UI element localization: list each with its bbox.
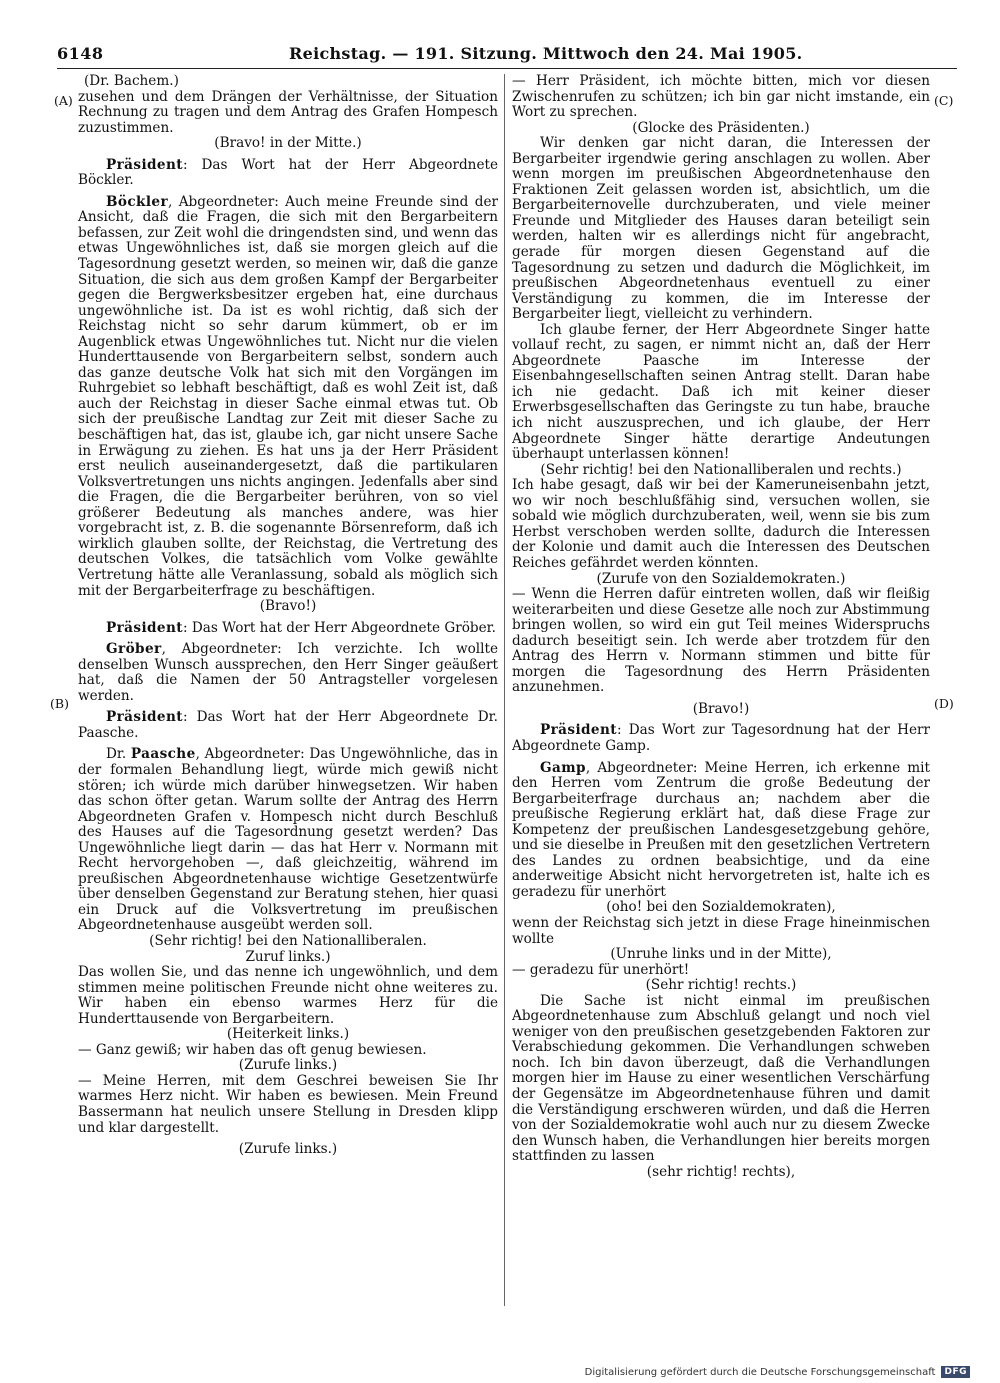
paragraph: — Herr Präsident, ich möchte bitten, mich vor diesen Zwischenrufen zu schützen; ich bin gar nicht imstande, ein Wort zu sprechen. <box>512 73 930 121</box>
president-statement: Präsident: Das Wort hat der Herr Abgeordnete Böckler. <box>78 156 498 189</box>
interjection: (oho! bei den Sozialdemokraten), <box>606 899 836 916</box>
paragraph: Die Sache ist nicht einmal im preußischen Abgeordnetenhause zum Abschluß gelangt und noch viel weniger von den preußischen gesetzgebenden Faktoren zur Verabschiedung gekommen. Die Verhandlungen schweben noch. Ich bin davon überzeugt, daß die Verhandlungen morgen hier im Hause zu einer wesentlichen Verschärfung der Gegensätze im Abgeordnetenhause führen und damit die Verständigung erschweren würden, und daß die Herren von der Sozialdemokratie wohl auch nur zu diesem Zwecke den Wunsch haben, die Verhandlungen hier bereits morgen stattfinden zu lassen <box>512 992 930 1165</box>
speaker-name: Gamp <box>540 759 586 776</box>
page-header <box>57 44 957 70</box>
speaker-name: Präsident <box>540 722 617 739</box>
dfg-logo: DFG <box>941 1366 970 1378</box>
speaker-name: Präsident <box>106 156 183 173</box>
interjection: (Bravo! in der Mitte.) <box>214 135 362 152</box>
speech-boeckler: Böckler, Abgeordneter: Auch meine Freunde sind der Ansicht, daß die Fragen, die sich mit den Bergarbeitern befassen, zur Zeit wohl die dringendsten sind, und wenn das etwas Ungewöhnliches ist, daß sie morgen gleich auf die Tagesordnung gesetzt werden, so meinen wir, daß die ganze Situation, die sich aus dem großen Kampf der Bergarbeiter gegen die Bergwerksbesitzer ergeben hat, eine durchaus ungewöhnliche ist. Da ist es wohl richtig, daß sich der Reichstag nicht so sehr darum kümmert, ob er im Augenblick etwas Ungewöhnliches tut. Nicht nur die vielen Hunderttausende von Bergarbeitern selbst, sondern auch das ganze deutsche Volk hat sich mit den Vorgängen im Ruhrgebiet so lebhaft beschäftigt, daß es wohl Zeit ist, daß auch der Reichstag in dieser Sache einmal etwas tut. Ob sich der preußische Landtag zur Zeit mit dieser Sache zu beschäftigen hat, das ist, glaube ich, gar nicht unsere Sache in Erwägung zu ziehen. Es hat uns ja der Herr Präsident erst neulich auseinandergesetzt, daß die partikularen Volksvertretungen uns nichts angingen. Jedenfalls aber sind die Fragen, die die Bergarbeiter berühren, von so viel größerer Bedeutung als manches andere, was hier vorgebracht ist, z. B. die sogenannte Börsenreform, daß ich wirklich glauben sollte, der Reichstag, die Vertretung des deutschen Volkes, die tatsächlich vom Volke gewählte Vertretung hätte alle Veranlassung, sobald als möglich sich mit der Bergarbeiterfrage zu beschäftigen. <box>78 193 498 599</box>
speech-paasche: Dr. Paasche, Abgeordneter: Das Ungewöhnliche, das in der formalen Behandlung liegt, würde mich gewiß nicht stören; ich würde mich darüber hinwegsetzen. Wir haben das schon öfter getan. Warum sollte der Antrag des Herrn Abgeordneten Grafen v. Hompesch nicht durch Beschluß des Hauses auf die Tagesordnung gesetzt werden? Das Ungewöhnliche liegt darin — das hat Herr v. Normann mit Recht hervorgehoben —, daß gleichzeitig, während im preußischen Abgeordnetenhause wichtige Gesetzentwürfe über denselben Gegenstand zur Beratung stehen, hier quasi ein Druck auf die Volksvertretung im preußischen Abgeordnetenhause ausgeübt werden soll. <box>78 746 498 934</box>
interjection: (Bravo!) <box>259 598 317 615</box>
paragraph: — Ganz gewiß; wir haben das oft genug bewiesen. <box>78 1041 427 1058</box>
speaker-continuation: (Dr. Bachem.) <box>84 73 179 89</box>
header-rule <box>57 68 957 69</box>
paragraph: — Wenn die Herren dafür eintreten wollen, daß wir fleißig weiterarbeiten und diese Gesetze alle noch zur Abstimmung bringen wollen, so wird ein gut Teil meines Widerspruchs dadurch beseitigt sein. Ich werde aber trotzdem für den Antrag des Herrn v. Normann stimmen und bitte für morgen die Tagesordnung des Herrn Präsidenten anzunehmen. <box>512 586 930 696</box>
speech-gamp: Gamp, Abgeordneter: Meine Herren, ich erkenne mit den Herren vom Zentrum die große Bedeutung der Bergarbeiterfrage durchaus an; nachdem aber die preußische Regierung erklärt hat, daß diese Frage zur Kompetenz der preußischen Landesgesetzgebung gehöre, und sie dieselbe in Preußen mit den gesetzlichen Vertretern des Landes zu ordnen beabsichtige, und da eine anderweitige Absicht nicht hervorgetreten ist, halte ich es geradezu für unerhört <box>512 759 930 900</box>
interjection: (Zurufe von den Sozialdemokraten.) <box>596 570 846 587</box>
speaker-name: Böckler <box>106 193 169 210</box>
paragraph: zusehen und dem Drängen der Verhältnisse, der Situation Rechnung zu tragen und dem Antrag des Grafen Hompesch zuzustimmen. <box>78 88 498 136</box>
paragraph: wenn der Reichstag sich jetzt in diese Frage hineinmischen wollte <box>512 914 930 947</box>
interjection: (Sehr richtig! bei den Nationalliberalen. <box>149 932 427 949</box>
page-number: 6148 <box>57 44 104 63</box>
paragraph: — geradezu für unerhört! <box>512 961 690 978</box>
margin-mark-a: (A) <box>54 93 73 108</box>
interjection: (Bravo!) <box>692 700 750 717</box>
paragraph: Das wollen Sie, und das nenne ich ungewöhnlich, und dem stimmen meine politischen Freunde nicht ohne weiteres zu. Wir haben ein ebenso warmes Herz für die Hunderttausende von Bergarbeitern. <box>78 964 498 1027</box>
interjection: (Unruhe links und in der Mitte), <box>610 946 832 963</box>
speaker-name: Präsident <box>106 709 183 726</box>
interjection: (Sehr richtig! bei den Nationalliberalen und rechts.) <box>540 461 902 478</box>
speaker-name: Gröber <box>106 641 162 658</box>
left-column <box>78 74 498 1158</box>
president-statement: Präsident: Das Wort zur Tagesordnung hat der Herr Abgeordnete Gamp. <box>512 722 930 754</box>
right-column <box>512 74 930 1180</box>
footer-credit <box>585 1366 970 1378</box>
interjection: (Heiterkeit links.) <box>226 1026 350 1043</box>
president-statement: Präsident: Das Wort hat der Herr Abgeordnete Dr. Paasche. <box>78 709 498 741</box>
paragraph: Ich glaube ferner, der Herr Abgeordnete Singer hatte vollauf recht, zu sagen, er nimmt nicht an, daß der Herr Abgeordnete Paasche im Interesse der Eisenbahngesellschaften seinen Antrag stellt. Daran habe ich nie gedacht. Daß ich mit keiner dieser Erwerbsgesellschaften das Geringste zu tun habe, brauche ich nicht auszusprechen, und ich glaube, der Herr Abgeordnete Singer hätte derartige Andeutungen überhaupt unterlassen können! <box>512 321 930 463</box>
margin-mark-b: (B) <box>50 696 69 711</box>
speaker-name: Präsident <box>106 619 183 636</box>
paragraph: Wir denken gar nicht daran, die Interessen der Bergarbeiter irgendwie gering anschlagen zu wollen. Aber wenn morgen im preußischen Abgeordnetenhause den Fraktionen Zeit gelassen worden ist, absichtlich, um die Bergarbeiternovelle durchzuberaten, und viele meiner Freunde und Mitglieder des Hauses daran beteiligt sein werden, halten wir es allerdings nicht für angebracht, gerade für morgen diesen Gegenstand auf die Tagesordnung zu setzen und dadurch die Möglichkeit, im preußischen Abgeordnetenhaus eventuell zu einer Verständigung zu kommen, die im Interesse der Bergarbeiter liegt, vielleicht zu verhindern. <box>512 135 930 323</box>
interjection: Zuruf links.) <box>245 948 331 965</box>
paragraph: — Meine Herren, mit dem Geschrei beweisen Sie Ihr warmes Herz nicht. Wir haben es bewiesen. Mein Freund Bassermann hat neulich unsere Stellung in Dresden klipp und klar dargestellt. <box>78 1072 498 1136</box>
margin-mark-d: (D) <box>934 696 954 711</box>
footer-text: Digitalisierung gefördert durch die Deutsche Forschungsgemeinschaft <box>584 1366 936 1378</box>
running-title: Reichstag. — 191. Sitzung. Mittwoch den 24. Mai 1905. <box>289 44 803 63</box>
interjection: (Glocke des Präsidenten.) <box>632 119 810 136</box>
interjection: (Zurufe links.) <box>238 1057 338 1074</box>
interjection: (Sehr richtig! rechts.) <box>645 977 797 994</box>
speech-groeber: Gröber, Abgeordneter: Ich verzichte. Ich wollte denselben Wunsch aussprechen, den Herr Singer geäußert hat, daß die Namen der 50 Antragsteller vorgelesen werden. <box>78 641 498 704</box>
margin-mark-c: (C) <box>934 93 954 108</box>
speaker-name: Paasche <box>130 746 196 763</box>
column-divider <box>504 74 505 1306</box>
president-statement: Präsident: Das Wort hat der Herr Abgeordnete Gröber. <box>106 619 496 636</box>
paragraph: Ich habe gesagt, daß wir bei der Kameruneisenbahn jetzt, wo wir noch beschlußfähig sind, versuchen wollen, sie sobald wie möglich durchzuberaten, weil, wenn sie bis zum Herbst verschoben werden sollte, dadurch die Interessen der Kolonie und damit auch die Interessen des Deutschen Reiches gefährdet werden könnten. <box>512 477 930 571</box>
interjection: (Zurufe links.) <box>238 1141 338 1158</box>
interjection: (sehr richtig! rechts), <box>646 1163 796 1180</box>
